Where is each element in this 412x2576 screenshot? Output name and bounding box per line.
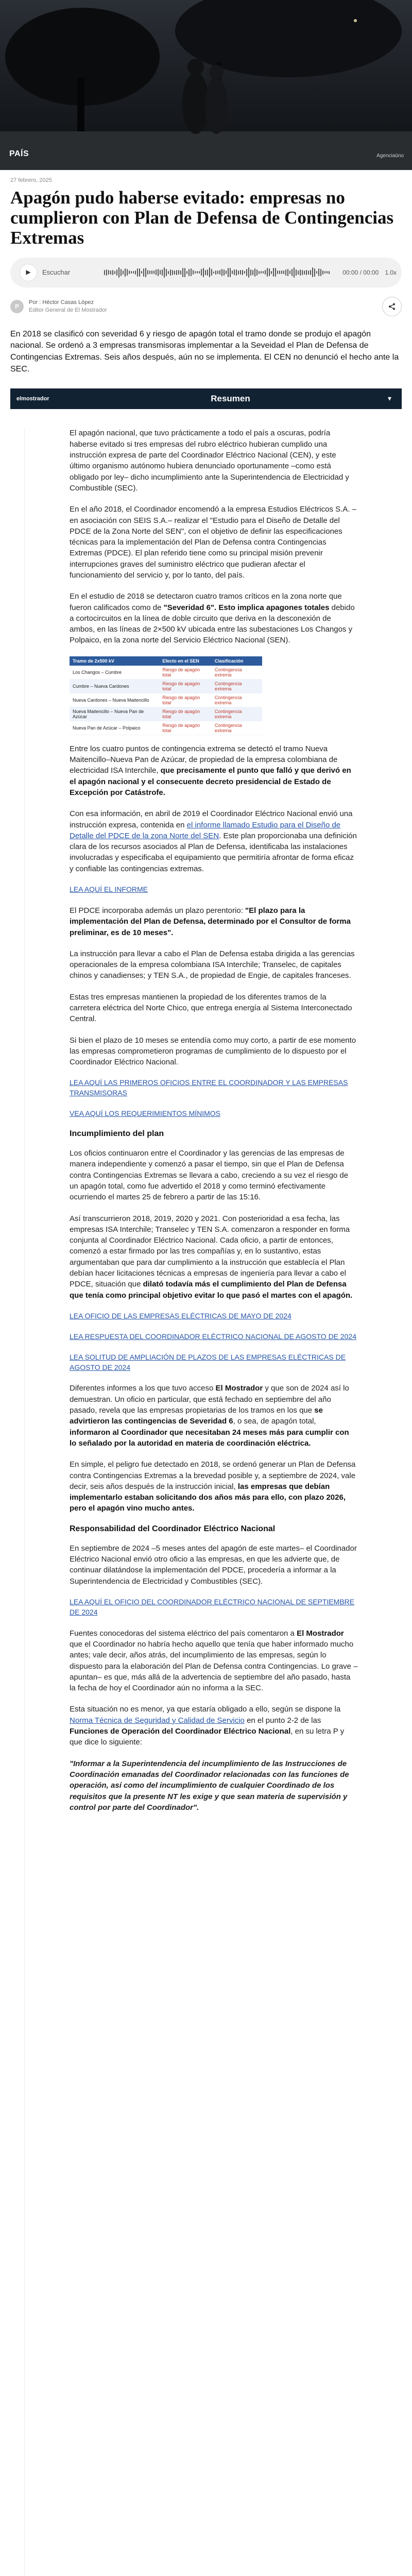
waveform-bar — [172, 270, 173, 275]
requerimientos-link[interactable]: VEA AQUÍ LOS REQUERIMIENTOS MÍNIMOS — [70, 1109, 221, 1118]
waveform-bar — [254, 268, 255, 277]
article-body — [70, 428, 358, 1813]
waveform-bar — [114, 271, 115, 274]
waveform-bar — [226, 270, 227, 274]
waveform-bar — [106, 269, 107, 276]
paragraph: El apagón nacional, que tuvo prácticamente a todo el país a oscuras, podría haberse evitado si tres empresas del rubro eléctrico hubieran cumplido una instrucción expresa de parte del Coordinador Eléctrico Nacional (CEN), y este último organismo autónomo hubiera denunciado oportunamente –como está obligado por ley– dicho incumplimiento ante la Superintendencia de Electricidad y Combustible (SEC). — [70, 429, 349, 493]
waveform-bar — [170, 269, 171, 276]
waveform-bar — [162, 269, 163, 276]
waveform-bar — [188, 269, 190, 276]
waveform-bar — [244, 271, 245, 274]
paragraph: La instrucción para llevar a cabo el Plan de Defensa estaba dirigida a las gerencias operacionales de la empresa colombiana ISA Interchile; Transelec, de capitales chinos y canadienses; y TEN S.A., de propiedad de Engie, de capitales franceses. — [70, 949, 355, 980]
waveform-bar — [261, 271, 262, 274]
table-row: Los Changos – Cumbre Riesgo de apagón total Contingencia extrema — [70, 666, 262, 680]
waveform-bar — [121, 269, 122, 276]
waveform-bar — [207, 269, 208, 276]
waveform-bar — [219, 270, 220, 275]
waveform-bar — [322, 270, 323, 275]
waveform-bar — [329, 271, 330, 274]
player-label: Escuchar — [42, 268, 71, 277]
waveform-bar — [273, 268, 274, 277]
hero-image — [0, 0, 412, 170]
waveform-bar — [252, 270, 253, 275]
oficio-septiembre-link[interactable]: LEA AQUÍ EL OFICIO DEL COORDINADOR ELÉCTRICO NACIONAL DE SEPTIEMBRE DE 2024 — [70, 1597, 355, 1616]
share-icon[interactable] — [382, 297, 402, 316]
play-icon[interactable]: ▶ — [20, 264, 37, 281]
waveform-bar — [312, 267, 313, 277]
author-name[interactable]: Por : Héctor Casas López — [29, 299, 94, 306]
lea-informe-link[interactable]: LEA AQUÍ EL INFORME — [70, 885, 148, 894]
article-title: Apagón pudo haberse evitado: empresas no cumplieron con Plan de Defensa de Contingencias Extremas — [10, 188, 394, 248]
waveform-bar — [123, 270, 124, 275]
paragraph: En el año 2018, el Coordinador encomendó a la empresa Estudios Eléctricos S.A. –en asociación con SEIS S.A.– realizar el "Estudio para el Diseño de Detalle del PDCE de la Zona Norte del SEN", con el objetivo de definir las especificaciones técnicas para la implementación del Plan de Defensa contra Contingencias Extremas (PDCE). El plan referido tiene como su principal misión prevenir interrupciones graves del suministro eléctrico que pudieran afectar el funcionamiento del servicio y, por lo tanto, del país. — [70, 505, 356, 580]
audio-player — [10, 258, 402, 287]
paragraph: Así transcurrieron 2018, 2019, 2020 y 2021. Con posterioridad a esa fecha, las empresas ISA Interchile; Transelec y TEN S.A. comenzaron a responder en forma conjunta al Coordinador Eléctrico Nacional. Cada oficio, a partir de entonces, comenzó a estar firmado por las tres compañías y, en lo sustantivo, estas argumentaban que para dar cumplimiento a la instrucción que establecía el Plan debían hacer licitaciones técnicas a empresas de ingeniería para llevar a cabo el PDCE, situación que dilató todavía más el cumplimiento del Plan de Defensa que tenía como principal objetivo evitar lo que pasó el martes con el apagón. — [70, 1214, 353, 1300]
waveform-bar — [143, 268, 144, 277]
waveform-bar — [199, 271, 200, 274]
waveform-bar — [164, 267, 165, 278]
waveform-bar — [230, 268, 231, 277]
waveform-bar — [287, 269, 288, 276]
table-row: Cumbre – Nueva Cardones Riesgo de apagón total Contingencia extrema — [70, 679, 262, 693]
table-row: Nueva Cardones – Nueva Maitencillo Riesgo de apagón total Contingencia extrema — [70, 693, 262, 707]
table-row: Nueva Pan de Azúcar – Polpaico Riesgo de apagón total Contingencia extrema — [70, 721, 262, 735]
waveform-bar — [248, 267, 249, 278]
waveform-bar — [304, 270, 305, 275]
waveform-bar — [151, 270, 152, 274]
waveform-bar — [271, 271, 272, 274]
paragraph: Diferentes informes a los que tuvo acceso El Mostrador y que son de 2024 así lo demuestran. Un oficio en particular, que está fechado en septiembre del año pasado, revela que las empresas propietarias de los tramos en los que se advirtieron las contingencias de Severidad 6, o sea, de apagón total, informaron al Coordinador que necesitaban 24 meses más para cumplir con lo señalado por la autoridad en materia de coordinación eléctrica. — [70, 1384, 349, 1448]
waveform-bar — [201, 269, 202, 276]
quote: "Informar a la Superintendencia del incumplimiento de las Instrucciones de Coordinación emanadas del Coordinador relacionadas con las funciones de operación, así como del incumplimiento de cualquier Coordinado de los requisitos que la presente NT les exige y que sean materia de supervisión y control por parte del Coordinador". — [70, 1759, 349, 1812]
waveform-bar — [228, 268, 229, 277]
chevron-down-icon[interactable]: ▾ — [387, 395, 391, 403]
waveform-bar — [294, 267, 295, 278]
paragraph: Esta situación no es menor, ya que estaría obligado a ello, según se dispone la Norma Técnica de Seguridad y Calidad de Servicio en el punto 2-2 de las Funciones de Operación del Coordinador Eléctrico Nacional, en su letra P y que dice lo siguiente: — [70, 1705, 345, 1747]
waveform-bar — [133, 271, 134, 274]
waveform-bar — [195, 271, 196, 274]
waveform-bar — [232, 270, 233, 274]
paragraph: El PDCE incorporaba además un plazo perentorio: "El plazo para la implementación del Plan de Defensa, determinado por el Consultor de forma preliminar, es de 10 meses". — [70, 906, 351, 937]
waveform-bar — [112, 270, 113, 275]
waveform-bar — [279, 270, 280, 274]
waveform-bar — [158, 269, 159, 276]
waveform-bar — [135, 270, 136, 275]
waveform-bar — [209, 267, 210, 277]
waveform-bar — [153, 270, 154, 274]
waveform-bar — [127, 269, 128, 276]
waveform-bar — [275, 268, 276, 277]
waveform-bar — [197, 271, 198, 274]
waveform-bar — [145, 268, 146, 277]
table-header: Tramo de 2x500 kV — [70, 656, 159, 666]
waveform-bar — [310, 270, 311, 275]
waveform-bar — [137, 268, 138, 277]
waveform-bar — [289, 270, 290, 274]
waveform-bar — [166, 269, 167, 276]
waveform-bar — [306, 270, 307, 275]
waveform-bar — [308, 270, 309, 275]
summary-toggle[interactable] — [10, 388, 402, 409]
respuesta-agosto-link[interactable]: LEA RESPUESTA DEL COORDINADOR ELÉCTRICO NACIONAL DE AGOSTO DE 2024 — [70, 1332, 357, 1341]
waveform-bar — [203, 268, 204, 277]
article-lead — [10, 329, 402, 376]
waveform-bar — [291, 269, 293, 276]
waveform-bar — [300, 269, 301, 276]
paragraph: En simple, el peligro fue detectado en 2018, se ordenó generar un Plan de Defensa contra Contingencias Extremas a la brevedad posible y, a septiembre de 2024, vale decir, seis años después de la instrucción inicial, las empresas que debían implementarlo estaban solicitando dos años más para ello, con plazo 2026, pero el apagón vino mucho antes. — [70, 1460, 356, 1513]
section-heading: Incumplimiento del plan — [70, 1129, 164, 1139]
author-byline — [10, 297, 402, 316]
article-date: 27 febrero, 2025 — [10, 177, 52, 183]
hero-night-scene — [0, 0, 412, 170]
waveform-bar — [302, 270, 303, 275]
summary-logo: elmostrador — [16, 396, 49, 402]
paragraph: Estas tres empresas mantienen la propiedad de los diferentes tramos de la carretera eléctrica del Norte Chico, que entrega energía al Sistema Interconectado Central. — [70, 992, 352, 1024]
waveform-bar — [277, 270, 278, 274]
waveform-bar — [213, 272, 214, 274]
paragraph: Fuentes conocedoras del sistema eléctrico del país comentaron a El Mostrador que el Coordinador no habría hecho aquello que tenía que haber informado mucho antes; vale decir, años atrás, del incumplimiento de las empresas, según lo dispuesto para la elaboración del Plan de Defensa contra Contingencias. Lo grave –apuntan– es que, más allá de la advertencia de septiembre del año pasado, hasta la fecha de hoy el Coordinador aún no informa a la SEC. — [70, 1629, 358, 1693]
waveform-bar — [318, 268, 319, 276]
waveform-bar — [116, 269, 117, 276]
photo-credit: Agenciaüno — [376, 153, 404, 159]
waveform-bar — [263, 271, 264, 274]
author-avatar: P — [10, 300, 24, 313]
waveform-bar — [168, 271, 169, 274]
waveform-bar — [296, 269, 297, 276]
waveform-bar — [314, 268, 315, 277]
paragraph: Los oficios continuaron entre el Coordinador y las gerencias de las empresas de manera independiente y comenzó a pasar el tiempo, sin que el Plan de Defensa contra Contingencias Extremas se llevara a cabo, creciendo a su vez el riesgo de un apagón total, como fue advertido el 2018 y como terminó efectivamente ocurriendo el martes 25 de febrero a partir de las 15:16. — [70, 1149, 349, 1202]
left-rail-divider — [24, 428, 25, 2576]
table-row: Nueva Maitencillo – Nueva Pan de Azúcar Riesgo de apagón total Contingencia extrema — [70, 707, 262, 721]
waveform-bar — [240, 270, 241, 275]
author-role: Editor General de El Mostrador — [29, 307, 107, 313]
waveform-bar — [156, 269, 157, 275]
paragraph: En septiembre de 2024 –5 meses antes del apagón de este martes– el Coordinador Eléctrico Nacional envió otro oficio a las empresas, en que les advierte que, de continuar dilatándose la implementación del PDCE, procedería a informar a la Superintendencia de Electricidad y Combustibles (SEC). — [70, 1544, 357, 1586]
waveform-bar — [267, 268, 268, 277]
paragraph: Entre los cuatro puntos de contingencia extrema se detectó el tramo Nueva Maitencillo–Nueva Pan de Azúcar, de propiedad de la empresa colombiana de electricidad ISA Interchile, que precisamente el punto que falló y que derivó en el apagón nacional y el consecuente decreto presidencial de Estado de Excepción por Catástrofe. — [70, 744, 351, 797]
waveform-bar — [285, 269, 286, 276]
player-time: 00:00 / 00:00 — [342, 268, 379, 276]
waveform-bar — [186, 271, 187, 274]
section-tag[interactable]: PAÍS — [9, 149, 29, 158]
paragraph: En el estudio de 2018 se detectaron cuatro tramos críticos en la zona norte que fueron calificados como de "Severidad 6". Esto implica apagones totales debido a cortocircuitos en la línea de doble circuito que deriva en la desconexión de ambos, en las líneas de 2×500 kV ubicada entre las subestaciones Los Changos y Polpaico, en la zona norte del Servicio Eléctrico Nacional (SEN). — [70, 592, 355, 645]
waveform-bar — [221, 269, 222, 276]
waveform-bar — [139, 268, 140, 277]
waveform-bar — [104, 270, 105, 275]
waveform-bar — [327, 271, 328, 274]
solicitud-ampliacion-link[interactable]: LEA SOLITUD DE AMPLIACIÓN DE PLAZOS DE LAS EMPRESAS ELÉCTRICAS DE AGOSTO DE 2024 — [70, 1352, 346, 1371]
waveform-bar — [265, 270, 266, 275]
waveform-bar — [283, 270, 284, 274]
waveform-bar — [147, 270, 148, 275]
waveform-bar — [250, 269, 251, 276]
waveform-bar — [149, 270, 150, 274]
author-info — [29, 299, 107, 314]
waveform-bar — [215, 270, 216, 275]
playback-speed[interactable]: 1.0x — [385, 268, 397, 276]
waveform-bar — [298, 270, 299, 275]
waveform-bar — [242, 270, 243, 275]
waveform-bar — [238, 270, 239, 275]
summary-title: Resumen — [211, 394, 250, 404]
oficio-mayo-link[interactable]: LEA OFICIO DE LAS EMPRESAS ELÉCTRICAS DE MAYO DE 2024 — [70, 1311, 291, 1320]
waveform-bar — [129, 270, 130, 274]
paragraph: Si bien el plazo de 10 meses se entendía como muy corto, a partir de ese momento las empresas comprometieron programas de cumplimiento de lo dispuesto por el Coordinador Eléctrico Nacional. — [70, 1036, 356, 1067]
waveform-bar — [320, 269, 321, 276]
table-header: Efecto en el SEN — [159, 656, 212, 666]
waveform-bar — [125, 268, 126, 277]
paragraph: Con esa información, en abril de 2019 el Coordinador Eléctrico Nacional envió una instrucción expresa, contenida en el informe llamado Estudio para el Diseño de Detalle del PDCE de la zona Norte del SEN. Este plan proporcionaba una definición clara de los recursos asociados al Plan de Defensa, identificaba las instalaciones involucradas y especificaba el equipamiento que permitiría afrontar de forma eficaz y confiable las contingencias extremas. — [70, 809, 357, 873]
waveform-bar — [236, 269, 237, 276]
waveform-bar — [205, 270, 206, 275]
waveform-bar — [193, 270, 194, 275]
waveform-bar — [269, 268, 270, 276]
waveform-bar — [160, 270, 161, 275]
norma-tecnica-link[interactable]: Norma Técnica de Seguridad y Calidad de Servicio — [70, 1716, 245, 1725]
waveform-bar — [281, 270, 282, 274]
waveform-bar — [259, 271, 260, 274]
waveform-bar — [324, 271, 325, 274]
waveform-bar — [174, 270, 175, 275]
waveform-bar — [141, 271, 142, 274]
section-heading: Responsabilidad del Coordinador Eléctrico Nacional — [70, 1524, 276, 1533]
waveform-bar — [217, 270, 218, 274]
waveform-bar — [211, 269, 212, 276]
waveform-bar — [180, 270, 181, 275]
waveform-bar — [110, 270, 111, 275]
waveform-bar — [176, 270, 177, 275]
waveform-bar — [256, 269, 258, 276]
waveform-bar — [182, 268, 183, 277]
waveform-bar — [118, 267, 119, 278]
waveform-bar — [234, 269, 235, 275]
waveform-bar — [316, 271, 317, 274]
waveform-bar — [131, 271, 132, 274]
waveform-bar — [246, 269, 247, 276]
waveform-bar — [184, 268, 185, 277]
waveform-bar — [178, 270, 179, 275]
audio-waveform[interactable] — [104, 266, 336, 279]
table-header: Clasificación — [212, 656, 262, 666]
waveform-bar — [191, 268, 192, 276]
informe-link[interactable]: el informe llamado Estudio para el Diseño de Detalle del PDCE de la zona Norte del SEN — [70, 820, 341, 840]
waveform-bar — [108, 270, 109, 275]
lead-text: En 2018 se clasificó con severidad 6 y riesgo de apagón total el tramo donde se produjo el apagón nacional. Se ordenó a 3 empresas transmisoras implementar a la Seveidad el Plan de Defensa de Contingencias Extremas. Seis años después, aún no se implementa. El CEN no denunció el hecho ante la SEC. — [10, 329, 399, 374]
critical-tramos-table — [70, 656, 262, 735]
primeros-oficios-link[interactable]: LEA AQUÍ LAS PRIMEROS OFICIOS ENTRE EL COORDINADOR Y LAS EMPRESAS TRANSMISORAS — [70, 1078, 348, 1097]
waveform-bar — [224, 269, 225, 276]
